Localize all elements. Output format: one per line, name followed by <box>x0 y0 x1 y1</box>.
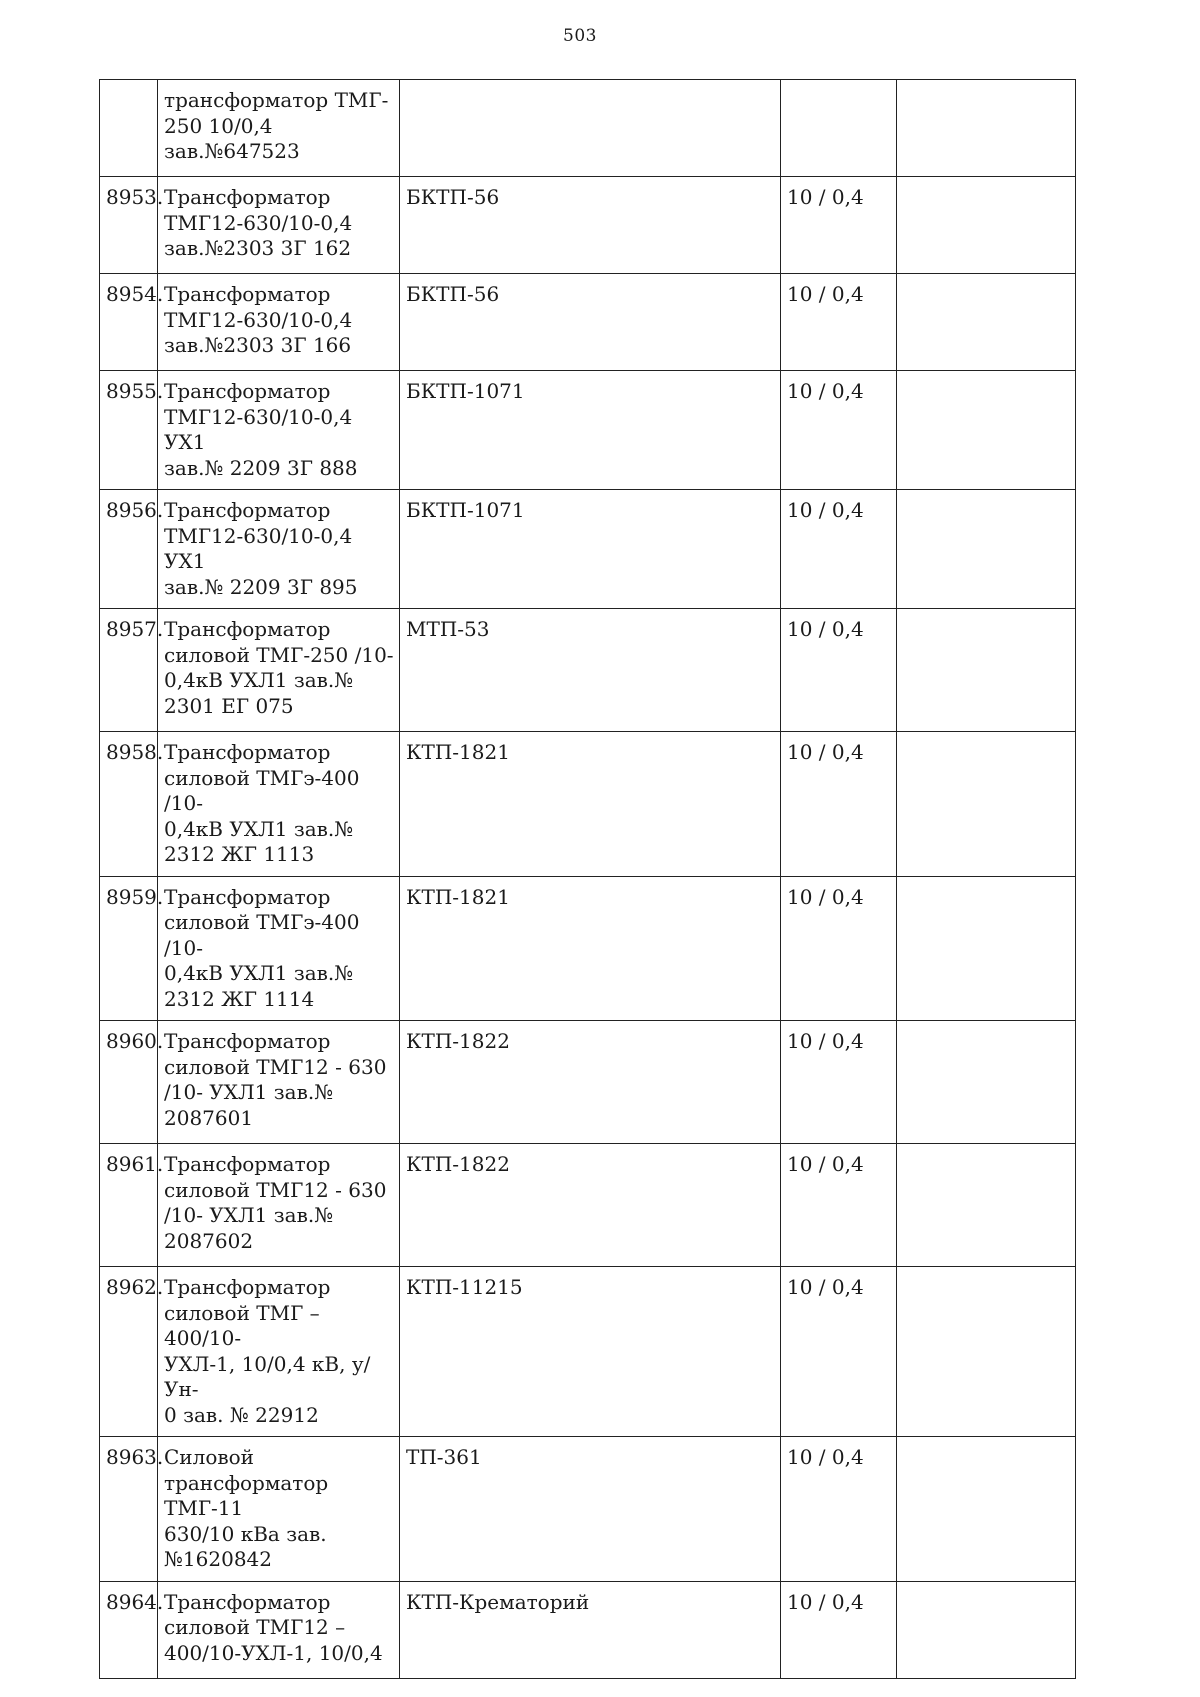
equipment-name-text: Трансформатор ТМГ12-630/10-0,4 зав.№2303 3Г 166 <box>164 282 353 357</box>
row-number-cell <box>100 609 164 732</box>
voltage-cell <box>781 609 897 732</box>
table-row <box>100 1267 1076 1437</box>
row-number-cell <box>100 371 164 490</box>
voltage-cell <box>781 490 897 609</box>
location-text: БКТП-56 <box>406 185 500 209</box>
voltage-text: 10 / 0,4 <box>787 282 864 306</box>
equipment-name-cell <box>158 1267 400 1437</box>
equipment-name-cell <box>158 80 400 177</box>
location-cell <box>400 1581 781 1678</box>
location-cell <box>400 371 781 490</box>
table-row <box>100 274 1076 371</box>
row-number-text: 8956. <box>106 498 164 522</box>
extra-cell <box>897 609 1076 732</box>
voltage-cell <box>781 876 897 1021</box>
equipment-name-cell <box>158 609 400 732</box>
extra-cell <box>897 876 1076 1021</box>
voltage-cell <box>781 371 897 490</box>
location-text: КТП-1822 <box>406 1029 510 1053</box>
voltage-cell <box>781 1267 897 1437</box>
equipment-name-cell <box>158 1437 400 1582</box>
row-number-text: 8953. <box>106 185 164 209</box>
voltage-text: 10 / 0,4 <box>787 1589 864 1614</box>
voltage-cell <box>781 1581 897 1678</box>
location-cell <box>400 80 781 177</box>
location-cell <box>400 876 781 1021</box>
extra-cell <box>897 1581 1076 1678</box>
equipment-name-text: Трансформатор ТМГ12-630/10-0,4 УХ1 зав.№ 2209 3Г 888 <box>164 379 358 480</box>
row-number-text: 8954. <box>106 282 164 306</box>
table-row <box>100 1144 1076 1267</box>
extra-cell <box>897 177 1076 274</box>
location-cell <box>400 1021 781 1144</box>
table-row <box>100 732 1076 877</box>
table-row <box>100 609 1076 732</box>
row-number-text: 8959. <box>106 884 164 909</box>
voltage-cell <box>781 80 897 177</box>
equipment-name-text: Трансформатор силовой ТМГ12 - 630 /10- УХЛ1 зав.№ 2087601 <box>164 1029 387 1130</box>
location-cell <box>400 274 781 371</box>
equipment-name-cell <box>158 274 400 371</box>
equipment-name-cell <box>158 490 400 609</box>
row-number-cell <box>100 177 164 274</box>
table-row <box>100 80 1076 177</box>
equipment-name-text: Силовой трансформатор ТМГ-11 630/10 кВа зав. №1620842 <box>164 1445 329 1571</box>
voltage-text: 10 / 0,4 <box>787 1152 864 1176</box>
location-text: КТП-1822 <box>406 1152 510 1176</box>
voltage-cell <box>781 274 897 371</box>
voltage-cell <box>781 1437 897 1582</box>
table-body <box>100 80 1076 1679</box>
location-cell <box>400 177 781 274</box>
location-cell <box>400 1437 781 1582</box>
voltage-cell <box>781 732 897 877</box>
row-number-cell <box>100 1267 164 1437</box>
location-text: КТП-Крематорий <box>406 1589 590 1614</box>
table-row <box>100 177 1076 274</box>
row-number-cell <box>100 1021 164 1144</box>
voltage-text: 10 / 0,4 <box>787 379 864 403</box>
row-number-cell <box>100 732 164 877</box>
row-number-cell <box>100 490 164 609</box>
voltage-text: 10 / 0,4 <box>787 185 864 209</box>
row-number-cell <box>100 1581 164 1678</box>
voltage-text: 10 / 0,4 <box>787 740 864 764</box>
extra-cell <box>897 1267 1076 1437</box>
extra-cell <box>897 1437 1076 1582</box>
location-cell <box>400 732 781 877</box>
equipment-name-text: Трансформатор ТМГ12-630/10-0,4 УХ1 зав.№ 2209 3Г 895 <box>164 498 358 599</box>
table-row <box>100 490 1076 609</box>
table-row <box>100 371 1076 490</box>
voltage-text: 10 / 0,4 <box>787 498 864 522</box>
equipment-name-cell <box>158 1581 400 1678</box>
location-cell <box>400 1144 781 1267</box>
location-text: ТП-361 <box>406 1445 482 1469</box>
extra-cell <box>897 80 1076 177</box>
location-cell <box>400 1267 781 1437</box>
row-number-cell <box>100 1437 164 1582</box>
extra-cell <box>897 1021 1076 1144</box>
voltage-text: 10 / 0,4 <box>787 1029 864 1053</box>
page-number: 503 <box>563 26 597 46</box>
location-text: БКТП-56 <box>406 282 500 306</box>
row-number-cell <box>100 876 164 1021</box>
location-cell <box>400 609 781 732</box>
equipment-name-text: Трансформатор силовой ТМГ-250 /10- 0,4кВ УХЛ1 зав.№ 2301 ЕГ 075 <box>164 617 394 718</box>
row-number-cell <box>100 274 164 371</box>
extra-cell <box>897 490 1076 609</box>
equipment-name-text: Трансформатор силовой ТМГэ-400 /10- 0,4кВ УХЛ1 зав.№ 2312 ЖГ 1113 <box>164 740 360 866</box>
voltage-cell <box>781 1144 897 1267</box>
equipment-name-text: Трансформатор силовой ТМГ12 - 630 /10- УХЛ1 зав.№ 2087602 <box>164 1152 387 1253</box>
equipment-name-text: трансформатор ТМГ- 250 10/0,4 зав.№647523 <box>164 88 389 163</box>
equipment-name-cell <box>158 1021 400 1144</box>
equipment-name-cell <box>158 177 400 274</box>
row-number-text: 8962. <box>106 1275 164 1299</box>
equipment-name-text: Трансформатор силовой ТМГэ-400 /10- 0,4кВ УХЛ1 зав.№ 2312 ЖГ 1114 <box>164 884 360 1011</box>
voltage-text: 10 / 0,4 <box>787 1275 864 1299</box>
table-row <box>100 1437 1076 1582</box>
equipment-name-cell <box>158 732 400 877</box>
equipment-name-text: Трансформатор ТМГ12-630/10-0,4 зав.№2303 3Г 162 <box>164 185 353 260</box>
location-cell <box>400 490 781 609</box>
row-number-cell <box>100 80 158 177</box>
equipment-name-cell <box>158 1144 400 1267</box>
row-number-cell <box>100 1144 164 1267</box>
equipment-name-cell <box>158 371 400 490</box>
extra-cell <box>897 732 1076 877</box>
extra-cell <box>897 1144 1076 1267</box>
table-row <box>100 876 1076 1021</box>
location-text: КТП-1821 <box>406 740 510 764</box>
location-text: МТП-53 <box>406 617 490 641</box>
voltage-text: 10 / 0,4 <box>787 884 864 909</box>
voltage-cell <box>781 177 897 274</box>
equipment-table <box>99 79 1076 1679</box>
voltage-cell <box>781 1021 897 1144</box>
location-text: КТП-1821 <box>406 884 510 909</box>
equipment-name-cell <box>158 876 400 1021</box>
table-row <box>100 1021 1076 1144</box>
equipment-name-text: Трансформатор силовой ТМГ – 400/10- УХЛ-1, 10/0,4 кВ, у/Ун- 0 зав. № 22912 <box>164 1275 371 1427</box>
extra-cell <box>897 371 1076 490</box>
voltage-text: 10 / 0,4 <box>787 617 864 641</box>
row-number-text: 8963. <box>106 1445 164 1469</box>
row-number-text: 8964. <box>106 1589 164 1614</box>
row-number-text: 8955. <box>106 379 164 403</box>
row-number-text: 8958. <box>106 740 164 764</box>
row-number-text: 8957. <box>106 617 164 641</box>
table-row <box>100 1581 1076 1678</box>
row-number-text: 8961. <box>106 1152 164 1176</box>
extra-cell <box>897 274 1076 371</box>
equipment-name-text: Трансформатор силовой ТМГ12 – 400/10-УХЛ-1, 10/0,4 <box>164 1589 383 1665</box>
row-number-text: 8960. <box>106 1029 164 1053</box>
location-text: КТП-11215 <box>406 1275 523 1299</box>
location-text: БКТП-1071 <box>406 498 525 522</box>
location-text: БКТП-1071 <box>406 379 525 403</box>
voltage-text: 10 / 0,4 <box>787 1445 864 1469</box>
